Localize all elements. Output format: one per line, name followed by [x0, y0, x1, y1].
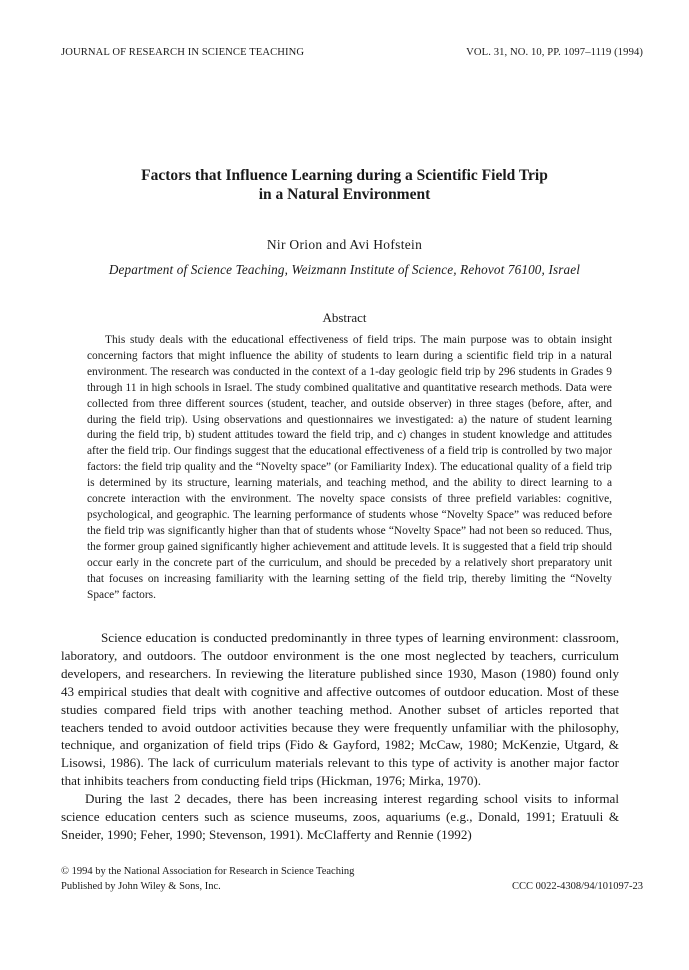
publisher-line: Published by John Wiley & Sons, Inc. — [61, 880, 221, 892]
authors: Nir Orion and Avi Hofstein — [266, 237, 423, 252]
body-text — [61, 629, 619, 844]
journal-name: JOURNAL OF RESEARCH IN SCIENCE TEACHING — [61, 47, 305, 58]
affiliation: Department of Science Teaching, Weizmann Institute of Science, Rehovot 76100, Israel — [108, 262, 581, 277]
title-line-2: in a Natural Environment — [258, 186, 431, 203]
footer-row — [61, 880, 643, 895]
body-paragraph-2: During the last 2 decades, there has been increasing interest regarding school visits to informal science education centers such as science museums, zoos, aquariums (e.g., Donald, 1991; Eratuuli & Sneider, 1990; Feher, 1990; Stevenson, 1991). McClafferty and Rennie (1992) — [61, 791, 619, 842]
page-footer — [61, 865, 643, 894]
article-title — [0, 166, 689, 204]
abstract-text: This study deals with the educational effectiveness of field trips. The main purpose was to obtain insight concerning factors that might influence the ability of students to learn during a scientific field trip in a natural environment. The research was conducted in the context of a 1-day geologic field trip by 296 students in Grades 9 through 11 in high schools in Israel. The study combined qualitative and quantitative research methods. Data were collected from three different sources (student, teacher, and outside observer) in three stages (before, after, and during the field trip). Using observations and questionnaires we investigated: a) the nature of student learning during the field trip, b) student attitudes toward the field trip, and c) changes in student knowledge and attitudes after the field trip. Our findings suggest that the educational effectiveness of a field trip is controlled by two major factors: the field trip quality and the “Novelty space” (or Familiarity Index). The educational quality of a field trip is determined by its structure, learning materials, and teaching method, and the ability to direct learning to a concrete interaction with the environment. The novelty space consists of three prefield variables: cognitive, psychological, and geographic. The learning performance of students whose “Novelty Space” was reduced before the field trip was significantly higher than that of students whose “Novelty Space” had not been so reduced. Thus, the former group gained significantly higher achievement and attitude levels. It is suggested that a field trip should occur early in the concrete part of the curriculum, and should be preceded by a relatively short preparatory unit that focuses on increasing familiarity with the learning setting of the field trip, thereby limiting the “Novelty Space” factors. — [87, 334, 612, 601]
abstract-heading: Abstract — [322, 310, 367, 325]
title-line-1: Factors that Influence Learning during a Scientific Field Trip — [141, 167, 548, 184]
running-header — [61, 47, 643, 58]
copyright-line: © 1994 by the National Association for Research in Science Teaching — [61, 866, 355, 877]
body-paragraph-1: Science education is conducted predominantly in three types of learning environment: classroom, laboratory, and outdoors. The outdoor environment is the one most neglected by teachers, curriculum developers, and researchers. In reviewing the literature published since 1930, Mason (1980) found only 43 empirical studies that dealt with cognitive and affective outcomes of outdoor education. Most of these studies compared field trips with another teaching method. Another subset of articles reported that teachers tended to avoid outdoor activities because they were frequently unfamiliar with the philosophy, technique, and organization of field trips (Fido & Gayford, 1982; McCaw, 1980; McKenzie, Utgard, & Lisowsi, 1986). The lack of curriculum materials relevant to this type of activity is another major factor that inhibits teachers from conducting field trips (Hickman, 1976; Mirka, 1970). — [61, 630, 619, 789]
volume-info: VOL. 31, NO. 10, PP. 1097–1119 (1994) — [466, 47, 643, 58]
ccc-code: CCC 0022-4308/94/101097-23 — [512, 880, 643, 892]
